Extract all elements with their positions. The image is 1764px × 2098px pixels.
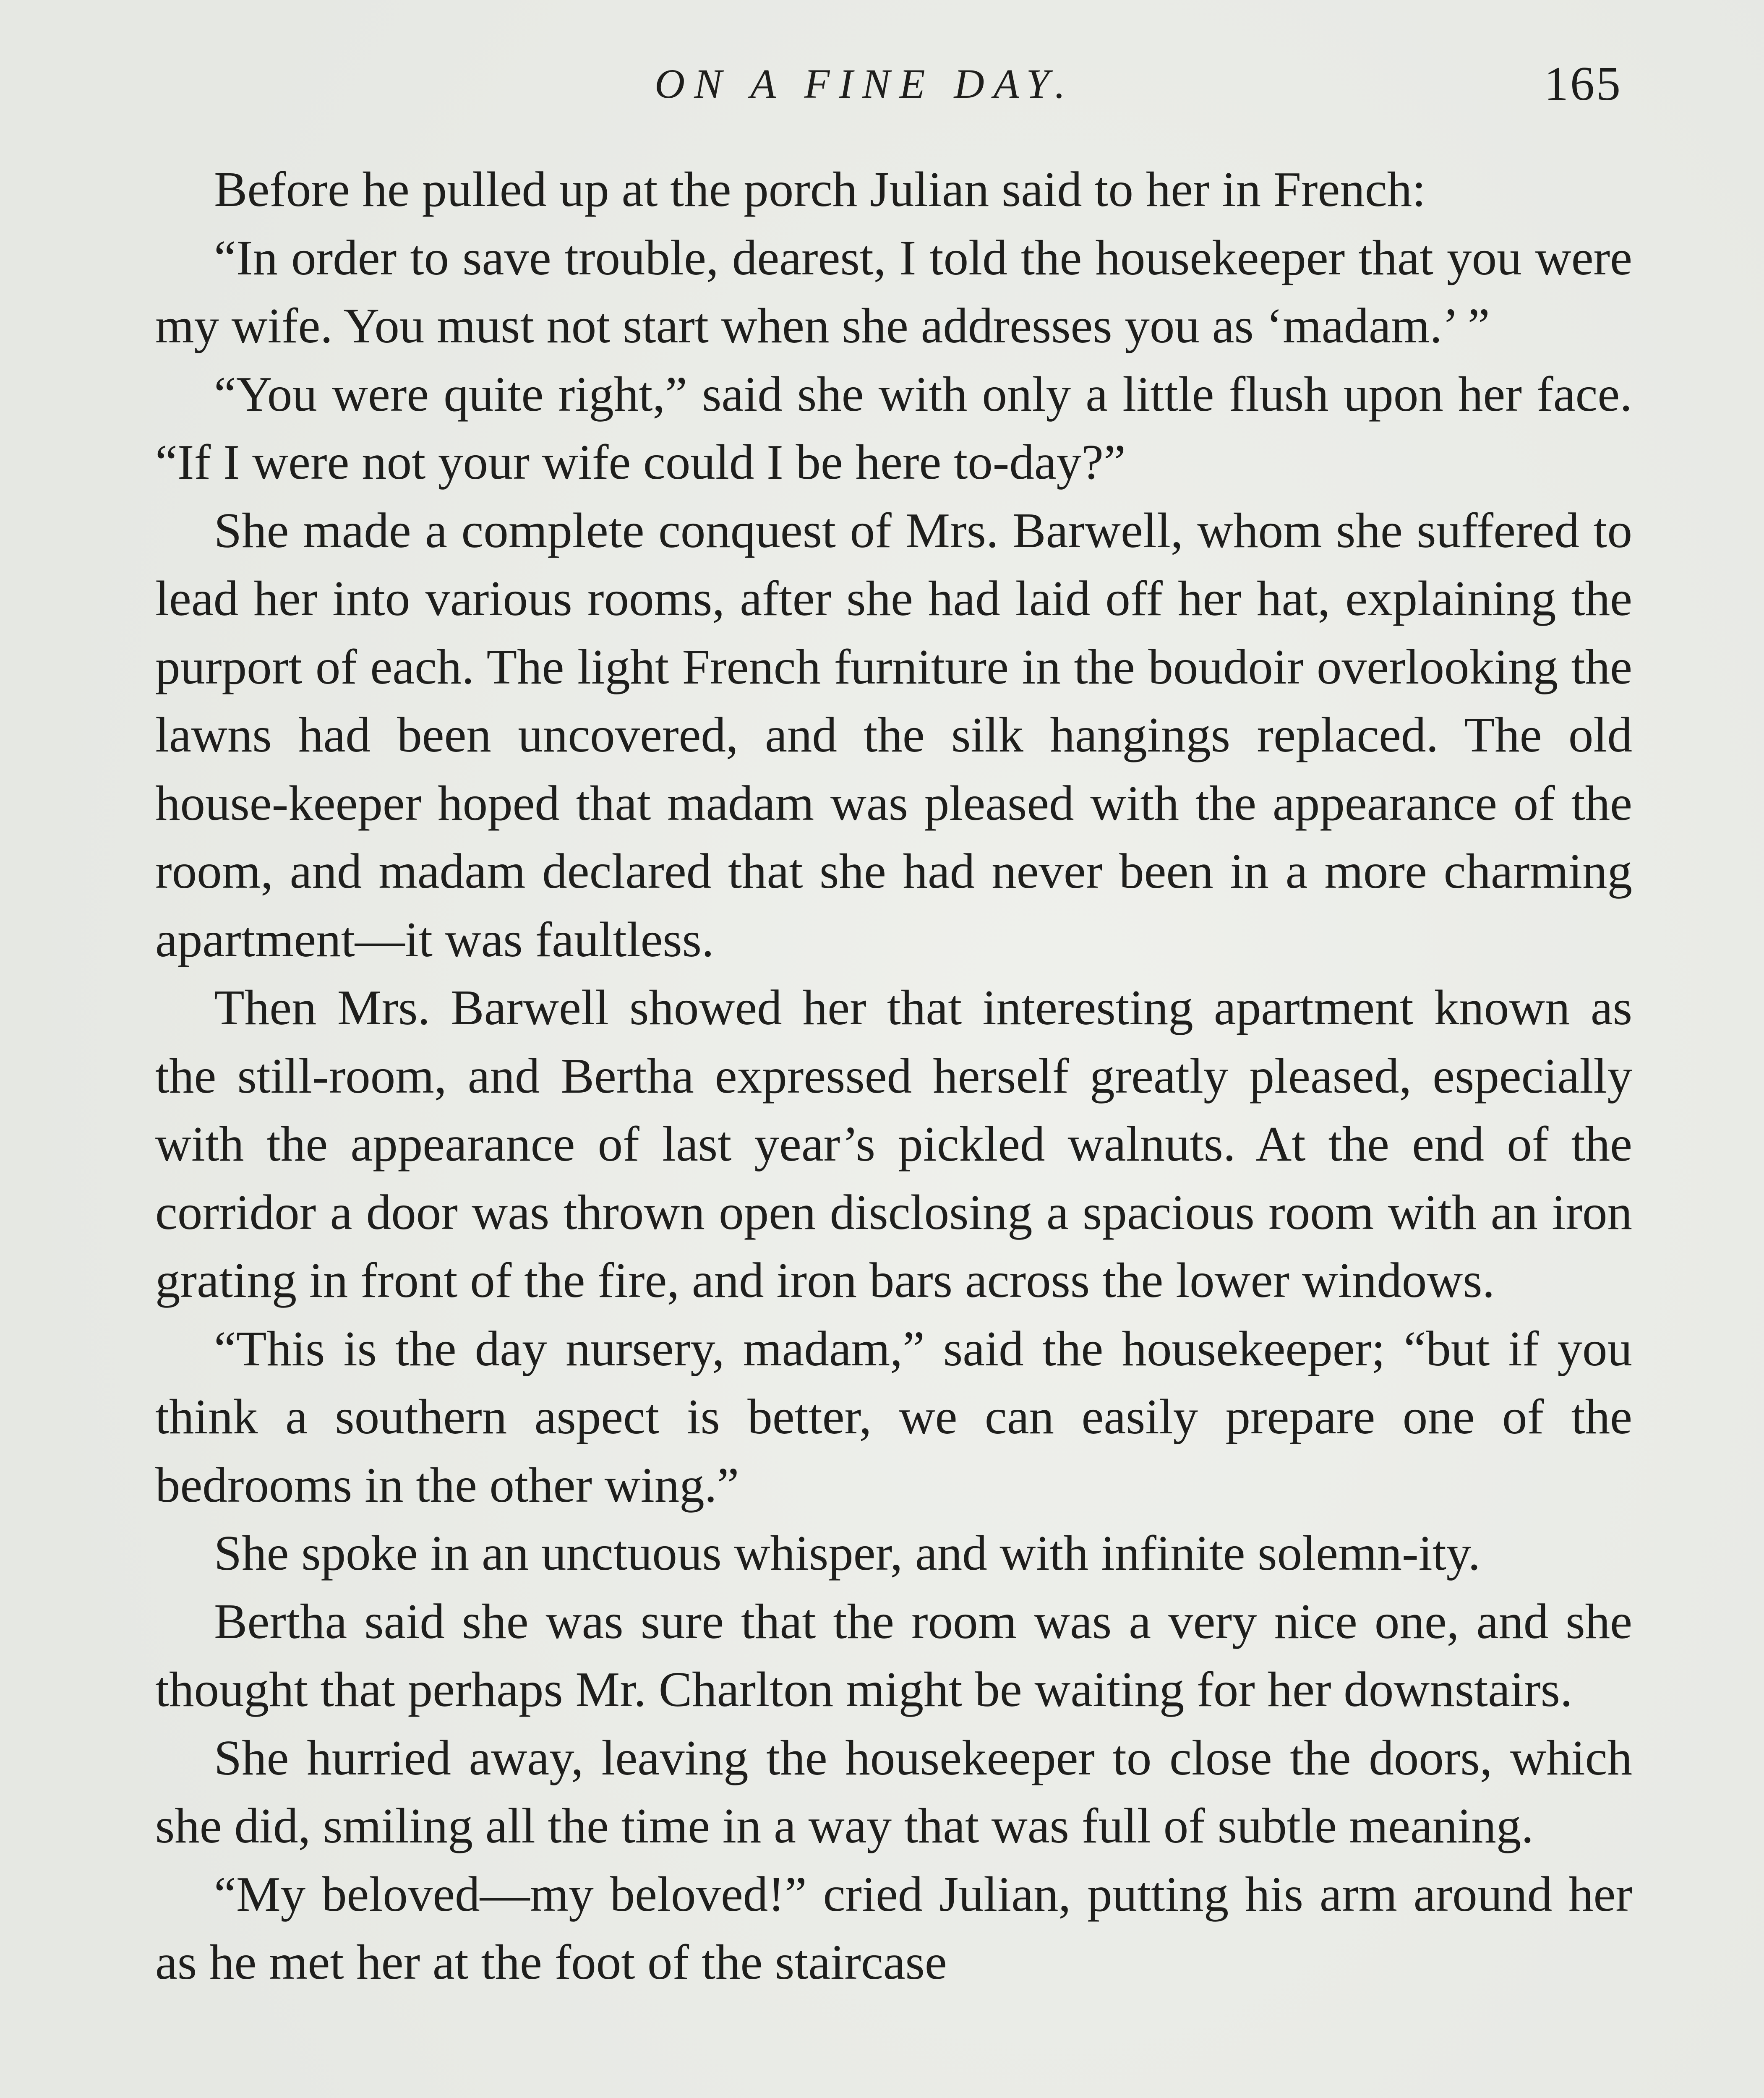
- page-number: 165: [1544, 57, 1622, 111]
- running-head: [0, 55, 1764, 113]
- paragraph: “In order to save trouble, dearest, I told the housekeeper that you were my wife. You must not start when she addresses you as ‘madam.’ ”: [155, 230, 1632, 353]
- paragraph: “My beloved—my beloved!” cried Julian, putting his arm around her as he met her at the foot of the staircase: [155, 1866, 1632, 1990]
- paragraph: “You were quite right,” said she with only a little flush upon her face. “If I were not your wife could I be here to-day?”: [155, 366, 1632, 490]
- paragraph: “This is the day nursery, madam,” said the housekeeper; “but if you think a southern aspect is better, we can easily prepare one of the bedrooms in the other wing.”: [155, 1320, 1632, 1513]
- paragraph: Then Mrs. Barwell showed her that interesting apartment known as the still-room, and Bertha expressed herself greatly pleased, especially with the appearance of last year’s pickled walnuts. At the end of the corridor a door was thrown open disclosing a spacious room with an iron grating in front of the fire, and iron bars across the lower windows.: [155, 980, 1632, 1308]
- paragraph: Before he pulled up at the porch Julian said to her in French:: [214, 162, 1426, 217]
- running-title: ON A FINE DAY.: [655, 60, 1075, 107]
- paragraph: Bertha said she was sure that the room was a very nice one, and she thought that perhaps Mr. Charlton might be waiting for her downstairs.: [155, 1593, 1632, 1717]
- paragraph: She made a complete conquest of Mrs. Barwell, whom she suffered to lead her into various rooms, after she had laid off her hat, explaining the purport of each. The light French furniture in the boudoir overlooking the lawns had been uncovered, and the silk hangings replaced. The old house-keeper hoped that madam was pleased with the appearance of the room, and madam declared that she had never been in a more charming apartment—it was faultless.: [155, 502, 1632, 967]
- paragraph: She hurried away, leaving the housekeeper to close the doors, which she did, smiling all the time in a way that was full of subtle meaning.: [155, 1730, 1632, 1853]
- paragraph: She spoke in an unctuous whisper, and with infinite solemn-ity.: [214, 1525, 1481, 1581]
- body-text: [155, 155, 1632, 1996]
